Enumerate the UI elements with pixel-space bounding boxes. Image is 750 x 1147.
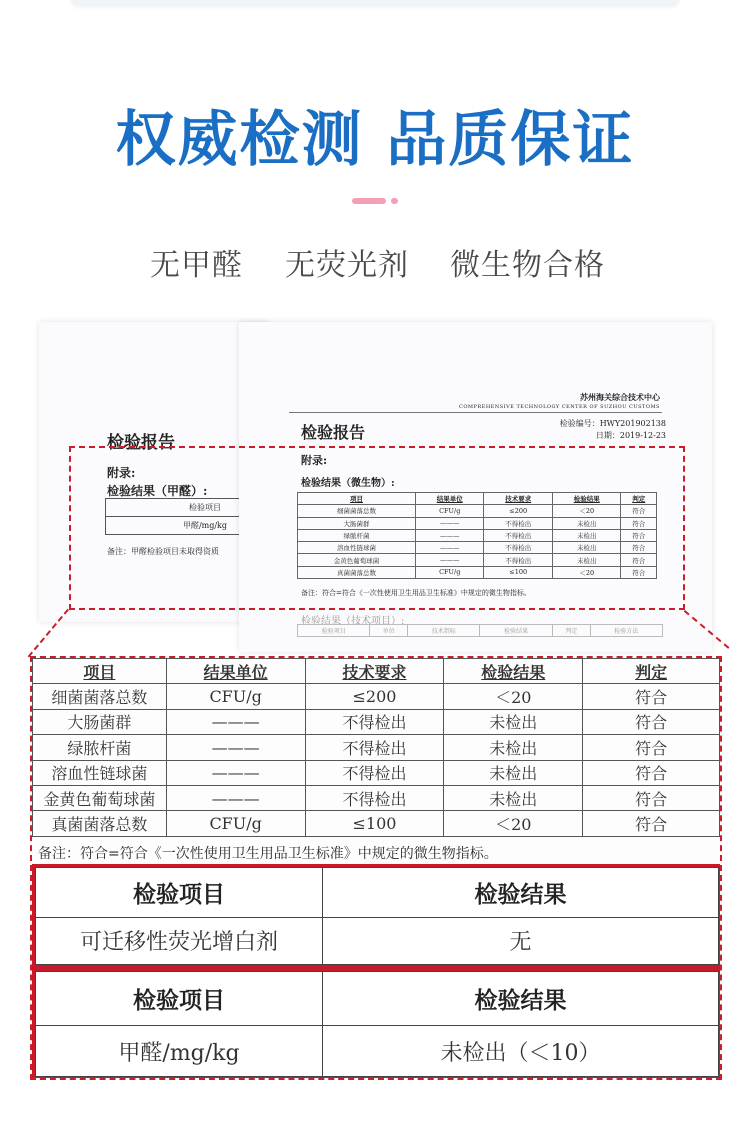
table-cell: 符合 [583,735,720,760]
table-cell: 符合 [621,566,657,578]
table-cell: 绿脓杆菌 [298,529,416,541]
table-cell: ＜20 [552,566,621,578]
table-header: 检验结果 [323,868,719,918]
table-header: 项目 [33,659,167,684]
table-cell: 无 [323,917,719,964]
table-header: 检验结果 [480,625,552,637]
table-row [33,811,720,836]
table-cell: ≤100 [484,566,553,578]
report-org-en: COMPREHENSIVE TECHNOLOGY CENTER OF SUZHOU CUSTOMS [459,404,660,410]
table-cell: ——— [415,542,484,554]
table-header: 技术指标 [408,625,480,637]
table-cell: ＜20 [444,811,583,836]
table-row [33,785,720,810]
table-cell: CFU/g [166,811,305,836]
table-cell: 符合 [621,542,657,554]
table-cell: 金黄色葡萄球菌 [33,785,167,810]
table-cell: ≤100 [305,811,444,836]
table-header: 结果单位 [166,659,305,684]
table-header: 检验结果 [552,493,621,505]
table-cell: 未检出 [552,554,621,566]
report-next-table [297,624,663,637]
page-headline: 权威检测 品质保证 [115,105,635,175]
report-result-title: 检验结果（甲醛）: [107,484,208,498]
table-cell: 符合 [583,684,720,709]
formaldehyde-result-table [35,971,719,1077]
table-cell: ——— [166,785,305,810]
table-header-row [36,868,719,918]
table-cell: 符合 [583,811,720,836]
table-cell: CFU/g [415,505,484,517]
table-cell: 细菌菌落总数 [33,684,167,709]
report-result-title: 检验结果（微生物）: [301,478,395,489]
table-cell: 检验项目 [106,499,305,517]
table-header: 检验方法 [590,625,662,637]
table-cell: 绿脓杆菌 [33,735,167,760]
table-header: 检验结果 [323,972,719,1026]
table-cell: 不得检出 [484,517,553,529]
table-header: 判定 [552,625,590,637]
table-cell: 甲醛/mg/kg [36,1026,323,1077]
table-cell: 符合 [621,529,657,541]
table-cell: 未检出 [552,529,621,541]
accent-dash [352,198,386,204]
table-cell: 细菌菌落总数 [298,505,416,517]
table-header: 检验项目 [36,868,323,918]
report-divider [289,412,662,413]
table-cell: 符合 [583,785,720,810]
table-header: 检验结果 [444,659,583,684]
table-cell: 未检出 [444,735,583,760]
table-cell: 未检出 [552,517,621,529]
table-cell: 不得检出 [305,709,444,734]
table-cell: 真菌菌落总数 [33,811,167,836]
top-decorative-bar [70,0,680,6]
table-cell: CFU/g [415,566,484,578]
fluorescent-result-box [32,864,722,968]
table-header: 结果单位 [415,493,484,505]
table-cell: 不得检出 [305,735,444,760]
formaldehyde-result-box [32,968,722,1080]
table-header-row [36,972,719,1026]
table-cell: 未检出（＜10） [323,1026,719,1077]
table-cell: 大肠菌群 [298,517,416,529]
feature-no-formaldehyde: 无甲醛 [150,248,243,283]
report-title: 检验报告 [301,423,366,442]
table-cell: 未检出 [552,542,621,554]
table-cell: CFU/g [166,684,305,709]
table-header: 检验项目 [298,625,370,637]
table-row [36,917,719,964]
table-cell: ＜20 [552,505,621,517]
accent-dot [391,198,398,204]
table-cell: 符合 [621,554,657,566]
report-note: 备注：甲醛检验项目未取得资质 [107,547,219,556]
table-header: 检验项目 [36,972,323,1026]
highlight-dashed-box [69,446,685,610]
report-date: 日期：2019-12-23 [595,431,666,440]
table-cell: 大肠菌群 [33,709,167,734]
zoomed-report-detail [30,656,722,1080]
report-next-section-title: 检验结果（技术项目）: [301,616,405,627]
table-cell: ——— [415,554,484,566]
table-header: 技术要求 [484,493,553,505]
report-org: 苏州海关综合技术中心 [580,392,660,402]
report-appendix: 附录: [301,454,328,467]
fluorescent-result-table [35,867,719,965]
microbe-note: 备注：符合=符合《一次性使用卫生用品卫生标准》中规定的微生物指标。 [38,846,498,862]
table-cell: 金黄色葡萄球菌 [298,554,416,566]
table-cell: ——— [166,709,305,734]
table-header: 判定 [583,659,720,684]
table-cell: 不得检出 [484,554,553,566]
report-note: 备注：符合=符合《一次性使用卫生用品卫生标准》中规定的微生物指标。 [301,589,531,597]
table-cell: 符合 [583,709,720,734]
table-row [33,709,720,734]
table-cell: ——— [415,517,484,529]
table-cell: ——— [166,735,305,760]
table-cell: 不得检出 [305,785,444,810]
table-cell: 不得检出 [305,760,444,785]
table-cell: ≤200 [484,505,553,517]
table-cell: 甲醛/mg/kg [106,517,305,535]
report-title: 检验报告 [107,433,175,453]
microbe-result-table [32,658,720,837]
table-cell: 符合 [621,505,657,517]
table-cell: 真菌菌落总数 [298,566,416,578]
table-header: 项目 [298,493,416,505]
report-number: 检验编号：HWY201902138 [559,419,666,428]
table-header: 技术要求 [305,659,444,684]
feature-no-fluorescent: 无荧光剂 [285,248,409,283]
table-cell: 可迁移性荧光增白剂 [36,917,323,964]
table-header-row [33,659,720,684]
feature-microbe-qualified: 微生物合格 [450,248,605,283]
table-cell: 不得检出 [484,529,553,541]
report-appendix: 附录: [107,466,136,480]
table-cell: 溶血性链球菌 [298,542,416,554]
table-cell: 不得检出 [484,542,553,554]
table-cell: 未检出 [444,760,583,785]
table-cell: ≤200 [305,684,444,709]
table-header: 单位 [370,625,408,637]
table-cell: ——— [415,529,484,541]
table-row [33,684,720,709]
table-row [33,760,720,785]
table-row [36,1026,719,1077]
feature-list [0,240,750,283]
table-row [33,735,720,760]
table-cell: 未检出 [444,785,583,810]
table-cell: 符合 [621,517,657,529]
table-cell: 溶血性链球菌 [33,760,167,785]
table-cell: ＜20 [444,684,583,709]
table-cell: ——— [166,760,305,785]
table-cell: 符合 [583,760,720,785]
table-cell: 未检出 [444,709,583,734]
table-header: 判定 [621,493,657,505]
